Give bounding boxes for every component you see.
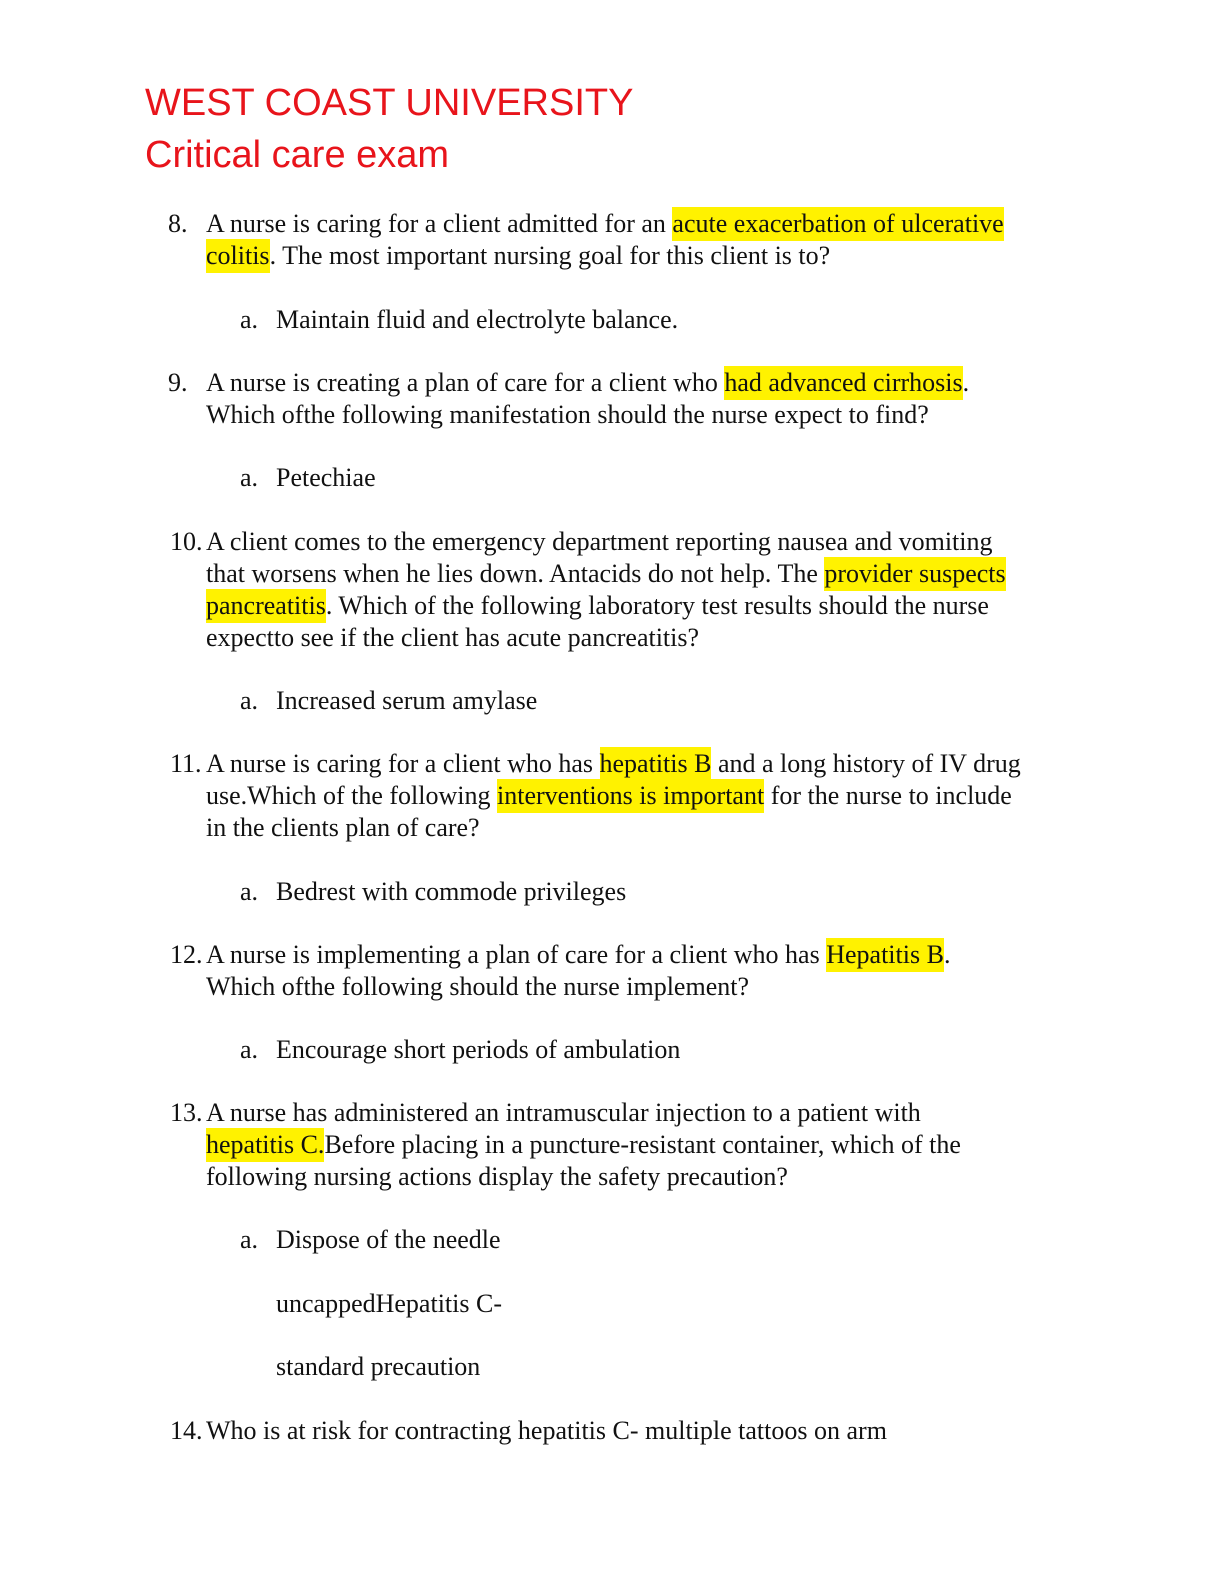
answer-label: a. bbox=[240, 1225, 259, 1254]
question-line bbox=[206, 1132, 961, 1158]
answer-text: Increased serum amylase bbox=[276, 686, 538, 715]
question-number: 10. bbox=[170, 527, 203, 556]
question-line bbox=[206, 974, 749, 1000]
document-title: WEST COAST UNIVERSITY bbox=[145, 82, 634, 124]
question-number: 13. bbox=[170, 1098, 203, 1127]
question-line bbox=[206, 529, 993, 555]
question-line bbox=[206, 593, 989, 619]
answer-text: Bedrest with commode privileges bbox=[276, 877, 627, 906]
question-text: A nurse is creating a plan of care for a client who bbox=[206, 368, 725, 397]
question-number: 9. bbox=[168, 368, 188, 397]
question-text: and a long history of IV drug bbox=[711, 749, 1021, 778]
highlighted-text: acute exacerbation of ulcerative bbox=[672, 207, 1003, 241]
question-text: Which ofthe following manifestation should the nurse expect to find? bbox=[206, 400, 929, 429]
question-line bbox=[206, 211, 1004, 237]
question-text: . bbox=[943, 940, 951, 969]
highlighted-text: pancreatitis bbox=[206, 589, 326, 623]
highlighted-text: interventions is important bbox=[497, 779, 764, 813]
question-line bbox=[206, 942, 950, 968]
question-line bbox=[206, 751, 1021, 777]
highlighted-text: hepatitis B bbox=[600, 747, 712, 781]
highlighted-text: provider suspects bbox=[824, 557, 1005, 591]
answer-label: a. bbox=[240, 463, 259, 492]
answer-text: Maintain fluid and electrolyte balance. bbox=[276, 305, 679, 334]
question-text: A client comes to the emergency department reporting nausea and vomiting bbox=[206, 527, 993, 556]
question-line bbox=[206, 243, 830, 269]
question-text: for the nurse to include bbox=[764, 781, 1012, 810]
document-subtitle: Critical care exam bbox=[145, 134, 450, 176]
question-line bbox=[206, 625, 699, 651]
answer-text: Encourage short periods of ambulation bbox=[276, 1035, 681, 1064]
answer-text: Petechiae bbox=[276, 463, 376, 492]
question-text: A nurse is caring for a client admitted for an bbox=[206, 209, 673, 238]
question-number: 12. bbox=[170, 940, 203, 969]
answer-text: Dispose of the needle bbox=[276, 1225, 501, 1254]
highlighted-text: colitis bbox=[206, 239, 270, 273]
question-text: A nurse is caring for a client who has bbox=[206, 749, 600, 778]
question-line bbox=[206, 402, 929, 428]
question-line bbox=[206, 561, 1006, 587]
answer-text: uncappedHepatitis C- bbox=[276, 1289, 502, 1318]
question-text: expectto see if the client has acute pancreatitis? bbox=[206, 623, 700, 652]
question-line bbox=[206, 370, 969, 396]
question-text: that worsens when he lies down. Antacids do not help. The bbox=[206, 559, 825, 588]
highlighted-text: had advanced cirrhosis bbox=[724, 366, 962, 400]
question-text: in the clients plan of care? bbox=[206, 813, 480, 842]
question-text: A nurse has administered an intramuscular injection to a patient with bbox=[206, 1098, 921, 1127]
question-line bbox=[206, 783, 1012, 809]
question-number: 8. bbox=[168, 209, 188, 238]
highlighted-text: hepatitis C. bbox=[206, 1128, 324, 1162]
question-text: Which ofthe following should the nurse implement? bbox=[206, 972, 749, 1001]
answer-label: a. bbox=[240, 686, 259, 715]
question-text: A nurse is implementing a plan of care for a client who has bbox=[206, 940, 827, 969]
highlighted-text: Hepatitis B bbox=[826, 938, 944, 972]
question-number: 11. bbox=[170, 749, 202, 778]
question-line bbox=[206, 1164, 788, 1190]
question-text: . The most important nursing goal for this client is to? bbox=[269, 241, 831, 270]
question-text: Before placing in a puncture-resistant container, which of the bbox=[324, 1130, 961, 1159]
question-text: use.Which of the following bbox=[206, 781, 497, 810]
question-line bbox=[206, 1100, 921, 1126]
question-number: 14. bbox=[170, 1416, 203, 1445]
answer-label: a. bbox=[240, 877, 259, 906]
answer-label: a. bbox=[240, 1035, 259, 1064]
question-line bbox=[206, 815, 480, 841]
question-text: Who is at risk for contracting hepatitis C- multiple tattoos on arm bbox=[206, 1416, 887, 1445]
answer-label: a. bbox=[240, 305, 259, 334]
question-text: . bbox=[962, 368, 970, 397]
question-text: . Which of the following laboratory test results should the nurse bbox=[325, 591, 989, 620]
question-text: following nursing actions display the safety precaution? bbox=[206, 1162, 788, 1191]
answer-text: standard precaution bbox=[276, 1352, 481, 1381]
question-line bbox=[206, 1418, 887, 1444]
